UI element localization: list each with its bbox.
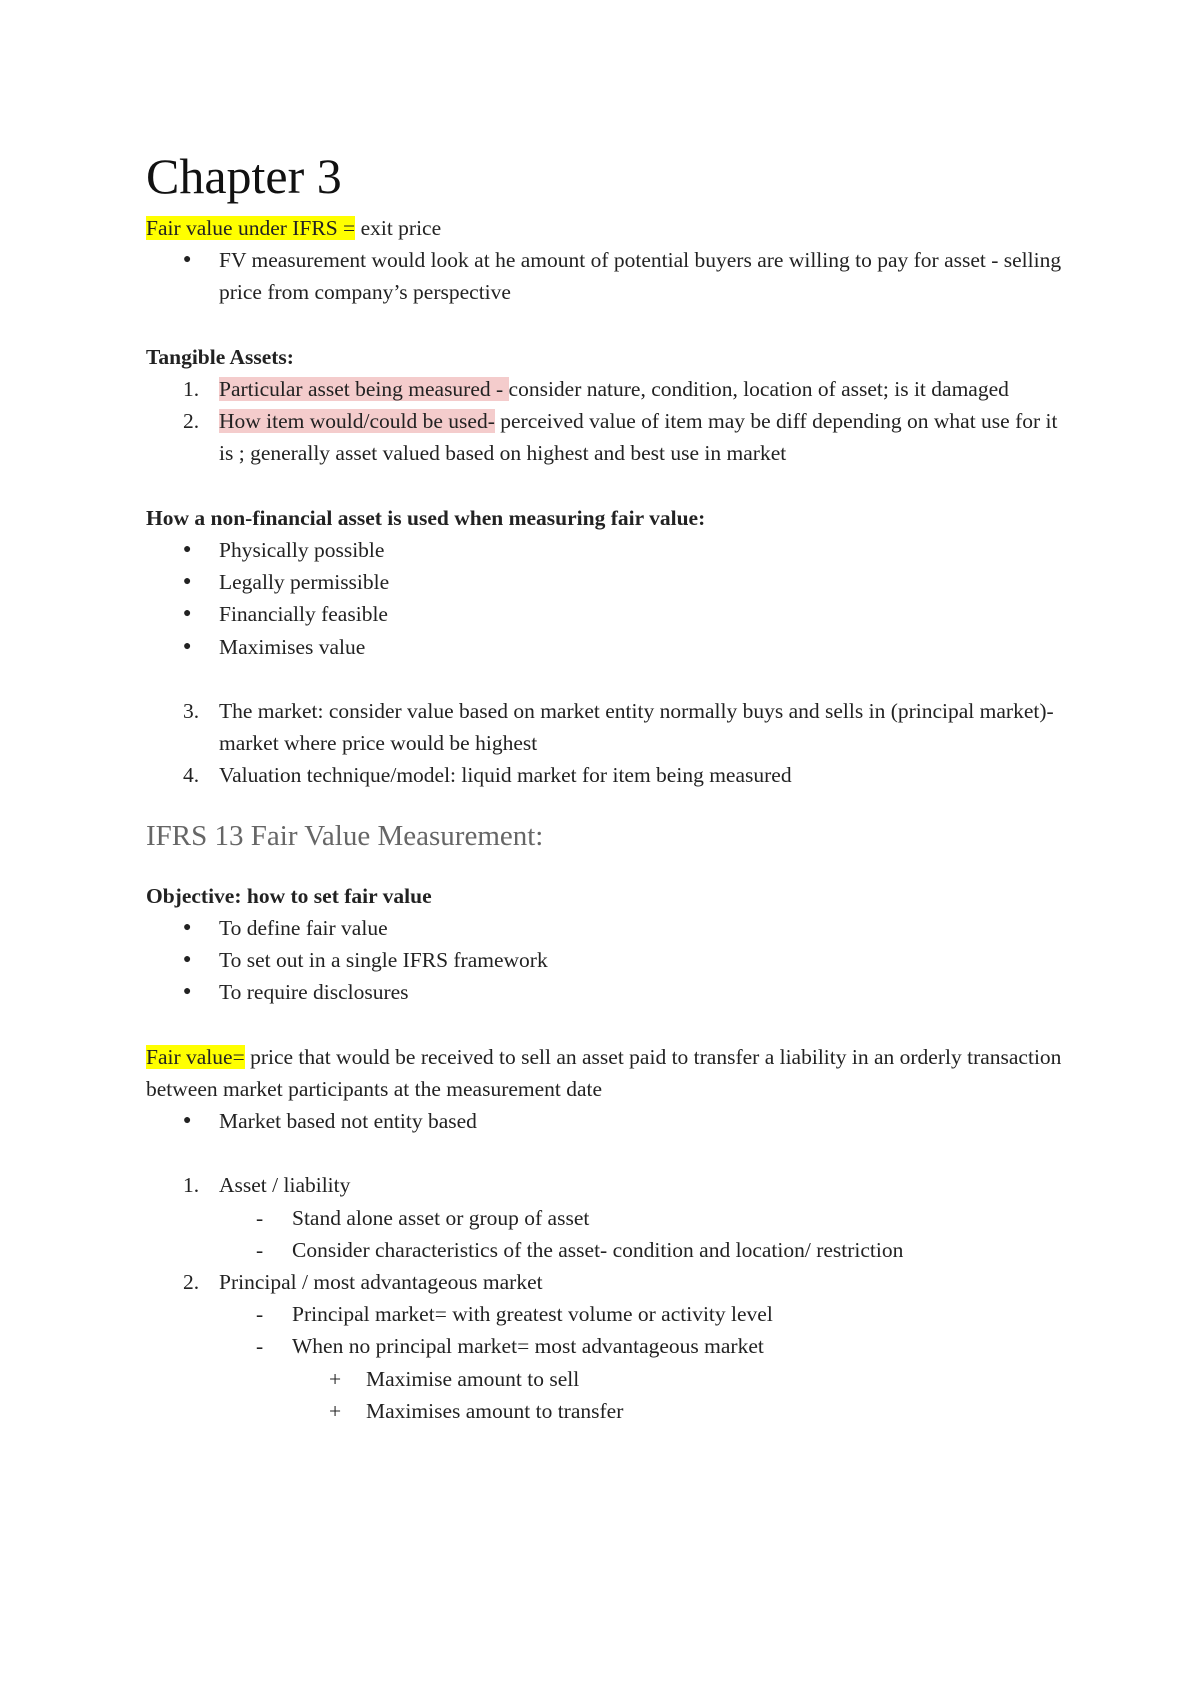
intro-line [146, 212, 1066, 244]
sub-list-item-text: When no principal market= most advantageous market [292, 1334, 764, 1359]
sub-list-item [146, 1234, 1066, 1266]
list-number: 4. [183, 763, 200, 788]
bullet-icon: ● [183, 919, 192, 935]
intro-highlight: Fair value under IFRS = [146, 216, 356, 240]
dash-marker: - [256, 1302, 264, 1327]
item-highlight: How item would/could be used- [219, 409, 495, 434]
list-item [146, 976, 1066, 1008]
sub-sub-list-item [146, 1395, 1066, 1427]
fv-rest: price that would be received to sell an asset paid to transfer a liability in an orderly transaction between market participants at the measurement date [146, 1044, 1062, 1101]
sub-sub-list-item-text: Maximises amount to transfer [366, 1398, 624, 1423]
list-item [146, 598, 1066, 630]
list-number: 2. [183, 1270, 200, 1295]
dash-marker: - [256, 1205, 264, 1230]
list-item-text: Legally permissible [219, 570, 390, 595]
dash-marker: - [256, 1237, 264, 1262]
tangible-heading: Tangible Assets: [146, 344, 294, 369]
document-body [146, 140, 1066, 1427]
bullet-icon: ● [183, 984, 192, 1000]
list-item-text: FV measurement would look at he amount of potential buyers are willing to pay for asset - selling price from company’s perspective [219, 248, 1062, 305]
list-number: 2. [183, 409, 200, 434]
list-item-text: Financially feasible [219, 602, 388, 627]
sub-list-item [146, 1202, 1066, 1234]
list-number: 3. [183, 699, 200, 723]
bullet-icon: ● [183, 952, 192, 968]
plus-marker: + [329, 1366, 342, 1391]
bullet-icon: ● [183, 638, 192, 654]
list-item-text: Asset / liability [219, 1173, 351, 1198]
sub-sub-list-item [146, 1363, 1066, 1395]
list-item [146, 244, 1066, 308]
sub-list-item-text: Stand alone asset or group of asset [292, 1205, 590, 1230]
bullet-icon: ● [183, 252, 192, 268]
list-item [146, 759, 1066, 791]
sub-list-item-text: Principal market= with greatest volume or activity level [292, 1302, 773, 1327]
dash-marker: - [256, 1334, 264, 1359]
list-item [146, 695, 1066, 759]
list-item-text: To define fair value [219, 915, 388, 940]
item-highlight: Particular asset being measured - [219, 377, 509, 401]
list-item [146, 1105, 1066, 1137]
page-title: Chapter 3 [146, 148, 342, 204]
list-number: 1. [183, 377, 200, 401]
nonfinancial-heading: How a non-financial asset is used when measuring fair value: [146, 505, 706, 530]
list-item [146, 373, 1066, 405]
list-item-text: Maximises value [219, 634, 366, 659]
list-item [146, 405, 1066, 469]
list-item-text: To set out in a single IFRS framework [219, 948, 548, 973]
sub-list-item-text: Consider characteristics of the asset- condition and location/ restriction [292, 1237, 904, 1262]
list-item-text: The market: consider value based on market entity normally buys and sells in (principal market)- market where price would be highest [219, 699, 1054, 756]
bullet-icon: ● [183, 574, 192, 590]
bullet-icon: ● [183, 542, 192, 557]
list-item [146, 1266, 1066, 1298]
plus-marker: + [329, 1398, 342, 1423]
list-item [146, 566, 1066, 598]
sub-sub-list-item-text: Maximise amount to sell [366, 1366, 580, 1391]
list-item [146, 912, 1066, 944]
list-item [146, 534, 1066, 566]
list-item [146, 1169, 1066, 1201]
bullet-icon: ● [183, 606, 192, 622]
list-item-text: Physically possible [219, 538, 385, 562]
section-heading: IFRS 13 Fair Value Measurement: [146, 819, 544, 852]
list-item-text: Principal / most advantageous market [219, 1270, 543, 1295]
list-item-text: consider nature, condition, location of asset; is it damaged [508, 377, 1009, 401]
list-item-text: Valuation technique/model: liquid market for item being measured [219, 763, 792, 788]
list-item-text: To require disclosures [219, 980, 409, 1005]
list-item [146, 631, 1066, 663]
bullet-icon: ● [183, 1113, 192, 1129]
fv-highlight: Fair value= [146, 1044, 245, 1069]
intro-rest: exit price [355, 216, 442, 240]
sub-list-item [146, 1298, 1066, 1330]
objective-heading: Objective: how to set fair value [146, 883, 432, 908]
list-number: 1. [183, 1173, 200, 1198]
fair-value-definition [146, 1041, 1066, 1105]
list-item [146, 944, 1066, 976]
list-item-text: Market based not entity based [219, 1109, 477, 1134]
list-item-text: perceived value of item may be diff depending on what use for it is ; generally asset valued based on highest and best use in market [219, 409, 1058, 466]
sub-list-item [146, 1330, 1066, 1362]
